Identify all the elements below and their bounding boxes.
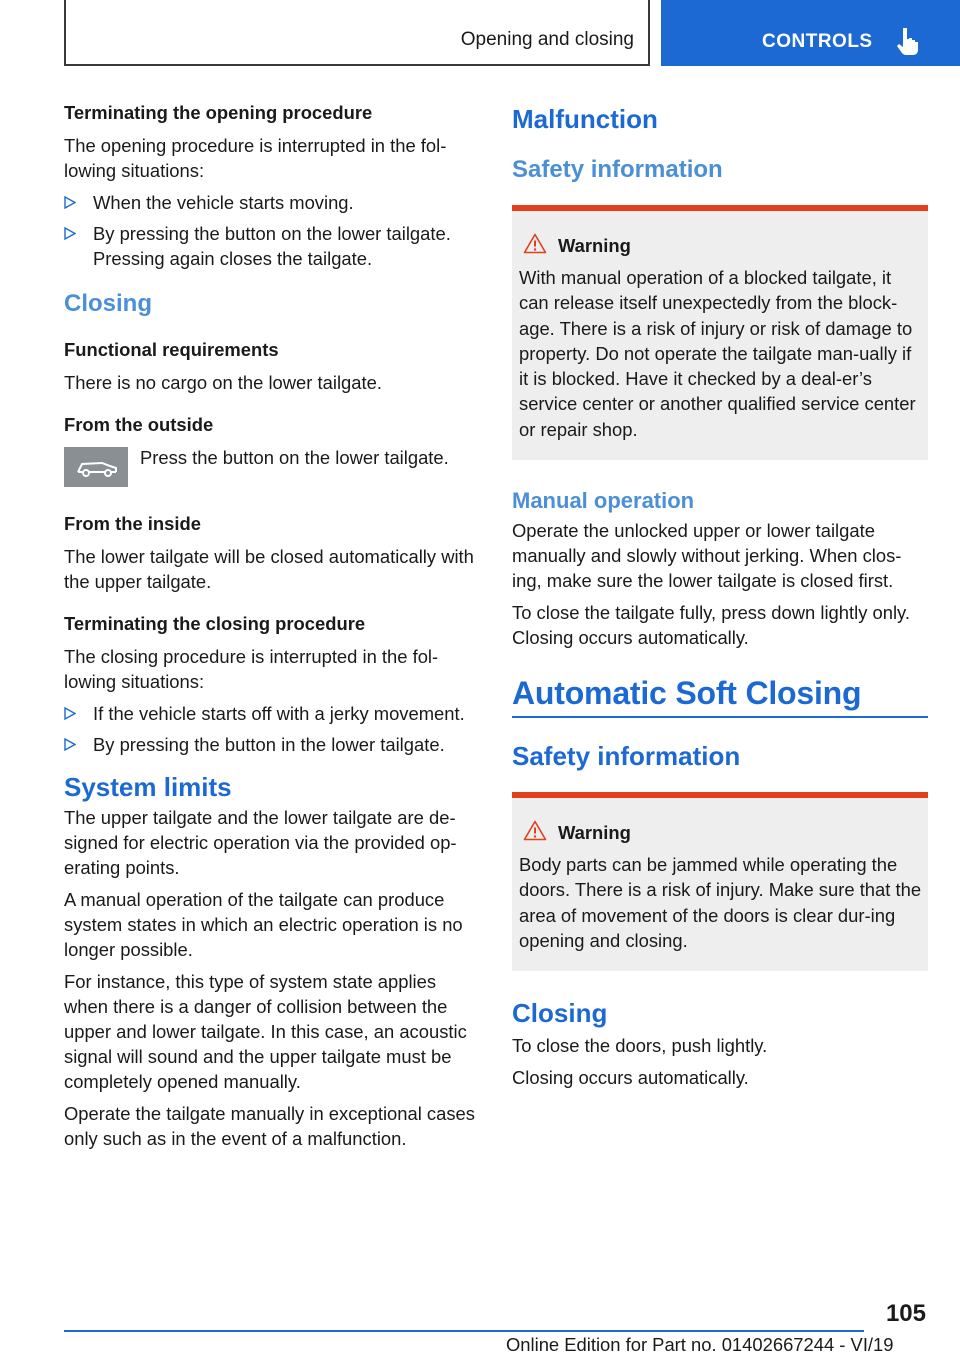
system-limits-paragraph: For instance, this type of system state applies when there is a danger of collision between the upper and lower tailgate. In this case, an acoustic signal will sound and the upper tailgate must be completely opened manually. (64, 971, 467, 1092)
system-limits-heading: System limits (64, 772, 232, 802)
triangle-bullet-icon (64, 738, 76, 751)
warning-box (512, 792, 928, 971)
header-chapter-label: CONTROLS (762, 31, 873, 52)
terminating-closing-list (64, 701, 480, 757)
closing-heading: Closing (64, 290, 152, 317)
list-item-text: By pressing the button on the lower tailgate. Pressing again closes the tailgate. (93, 223, 451, 269)
header-section-box (64, 0, 650, 66)
terminating-opening-list (64, 190, 480, 271)
edition-text: Online Edition for Part no. 01402667244 - VI/19 (506, 1334, 894, 1355)
list-item (64, 732, 480, 757)
soft-closing-paragraph: Closing occurs automatically. (512, 1067, 749, 1089)
terminating-opening-intro: The opening procedure is interrupted in the fol‐lowing situations: (64, 135, 447, 181)
left-column (64, 100, 480, 1158)
warning-triangle-icon (523, 233, 547, 254)
section-rule (512, 716, 928, 718)
manual-operation-paragraph: Operate the unlocked upper or lower tailgate manually and slowly without jerking. When clos‐ing, make sure the lower tailgate is closed first. (512, 520, 902, 592)
from-inside-heading: From the inside (64, 513, 201, 534)
triangle-bullet-icon (64, 196, 76, 209)
car-tailgate-icon (64, 447, 128, 487)
header-chapter-tab (661, 0, 960, 66)
warning-text: Body parts can be jammed while operating the doors. There is a risk of injury. Make sure that the area of movement of the doors is clear dur‐ing opening and closing. (519, 854, 922, 951)
list-item-text: By pressing the button in the lower tailgate. (93, 734, 445, 755)
warning-triangle-icon (523, 820, 547, 841)
warning-title (519, 820, 922, 845)
functional-requirements-text: There is no cargo on the lower tailgate. (64, 372, 382, 393)
malfunction-heading: Malfunction (512, 104, 658, 134)
from-outside-heading: From the outside (64, 414, 214, 435)
list-item (64, 221, 480, 271)
soft-closing-safety-heading: Safety information (512, 741, 741, 772)
soft-closing-closing-heading: Closing (512, 998, 608, 1029)
list-item-text: When the vehicle starts moving. (93, 192, 354, 213)
malfunction-safety-heading: Safety information (512, 156, 723, 183)
manual-operation-heading: Manual operation (512, 488, 695, 514)
system-limits-paragraph: The upper tailgate and the lower tailgate are de‐signed for electric operation via the provided op‐erating points. (64, 807, 457, 878)
footer-rule (64, 1330, 864, 1332)
terminating-closing-intro: The closing procedure is interrupted in the fol‐lowing situations: (64, 646, 439, 692)
outside-instruction (64, 445, 480, 501)
terminating-closing-heading: Terminating the closing procedure (64, 613, 366, 634)
from-inside-text: The lower tailgate will be closed automatically with the upper tailgate. (64, 546, 474, 592)
list-item (64, 190, 480, 215)
list-item (64, 701, 480, 726)
triangle-bullet-icon (64, 707, 76, 720)
system-limits-paragraph: Operate the tailgate manually in exceptional cases only such as in the event of a malfunction. (64, 1103, 475, 1149)
list-item-text: If the vehicle starts off with a jerky movement. (93, 703, 465, 724)
pointing-hand-icon (894, 26, 920, 56)
soft-closing-heading: Automatic Soft Closing (512, 675, 862, 712)
functional-requirements-heading: Functional requirements (64, 339, 279, 360)
warning-title-text: Warning (558, 235, 631, 256)
warning-title-text: Warning (558, 822, 631, 844)
warning-title (519, 233, 922, 258)
right-column (512, 100, 928, 1097)
soft-closing-paragraph: To close the doors, push lightly. (512, 1035, 768, 1057)
from-outside-text: Press the button on the lower tailgate. (140, 447, 449, 468)
header-section-title: Opening and closing (460, 29, 634, 50)
system-limits-paragraph: A manual operation of the tailgate can produce system states in which an electric operation is no longer possible. (64, 889, 463, 960)
warning-box (512, 205, 928, 460)
terminating-opening-heading: Terminating the opening procedure (64, 102, 373, 123)
page-number: 105 (885, 1300, 926, 1327)
triangle-bullet-icon (64, 227, 76, 240)
manual-operation-paragraph: To close the tailgate fully, press down lightly only. Closing occurs automatically. (512, 602, 910, 649)
warning-text: With manual operation of a blocked tailgate, it can release itself unexpectedly from the block‐age. There is a risk of injury or risk of damage to property. Do not operate the tailgate man‐ually if it is blocked. Have it checked by a deal‐er’s service center or another qualified service center or repair shop. (519, 267, 916, 440)
